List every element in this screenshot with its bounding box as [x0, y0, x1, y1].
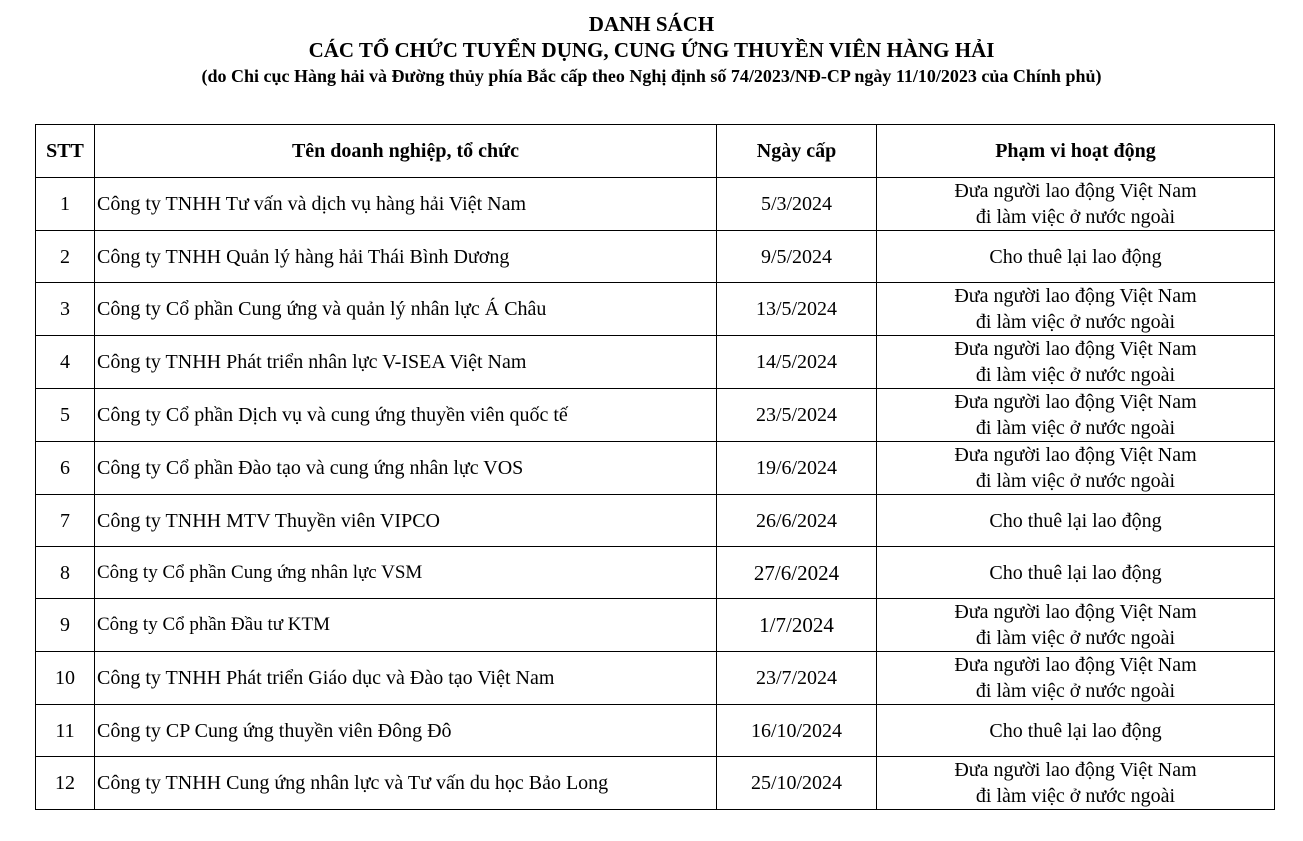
table-row [36, 495, 1275, 547]
scope-line: Đưa người lao động Việt Nam [954, 391, 1197, 413]
cell-stt: 4 [36, 336, 95, 389]
document-title-line2: CÁC TỔ CHỨC TUYỂN DỤNG, CUNG ỨNG THUYỀN VIÊN HÀNG HẢI [308, 38, 995, 62]
cell-scope [877, 336, 1275, 389]
document-subtitle: (do Chi cục Hàng hải và Đường thủy phía Bắc cấp theo Nghị định số 74/2023/NĐ-CP ngày 11/10/2023 của Chính phủ) [201, 66, 1102, 86]
scope-line: Đưa người lao động Việt Nam [954, 285, 1197, 307]
cell-stt: 10 [36, 652, 95, 705]
scope-line: Cho thuê lại lao động [989, 561, 1162, 584]
cell-date: 1/7/2024 [717, 599, 877, 652]
table-row [36, 599, 1275, 652]
cell-name: Công ty Cổ phần Dịch vụ và cung ứng thuyền viên quốc tế [95, 389, 717, 442]
table-row [36, 389, 1275, 442]
cell-scope [877, 757, 1275, 810]
scope-line: đi làm việc ở nước ngoài [975, 680, 1176, 702]
table-row [36, 442, 1275, 495]
cell-name: Công ty TNHH Quản lý hàng hải Thái Bình Dương [95, 231, 717, 283]
document-header [0, 12, 1303, 88]
cell-scope [877, 599, 1275, 652]
cell-stt: 9 [36, 599, 95, 652]
cell-date: 13/5/2024 [717, 283, 877, 336]
cell-name: Công ty TNHH Cung ứng nhân lực và Tư vấn du học Bảo Long [95, 757, 717, 810]
cell-stt: 12 [36, 757, 95, 810]
column-header-name: Tên doanh nghiệp, tổ chức [95, 125, 717, 178]
cell-date: 23/5/2024 [717, 389, 877, 442]
scope-line: Đưa người lao động Việt Nam [954, 654, 1197, 676]
table-row [36, 283, 1275, 336]
cell-scope [877, 178, 1275, 231]
table-row [36, 231, 1275, 283]
cell-date: 19/6/2024 [717, 442, 877, 495]
scope-line: Đưa người lao động Việt Nam [954, 759, 1197, 781]
cell-name: Công ty CP Cung ứng thuyền viên Đông Đô [95, 705, 717, 757]
cell-date: 27/6/2024 [717, 547, 877, 599]
table-header-row [36, 125, 1275, 178]
scope-line: đi làm việc ở nước ngoài [975, 206, 1176, 228]
column-header-date: Ngày cấp [717, 125, 877, 178]
cell-scope [877, 389, 1275, 442]
cell-date: 9/5/2024 [717, 231, 877, 283]
scope-line: Cho thuê lại lao động [989, 245, 1162, 268]
cell-name: Công ty TNHH Phát triển nhân lực V-ISEA Việt Nam [95, 336, 717, 389]
cell-date: 26/6/2024 [717, 495, 877, 547]
cell-date: 25/10/2024 [717, 757, 877, 810]
scope-line: Đưa người lao động Việt Nam [954, 180, 1197, 202]
scope-line: đi làm việc ở nước ngoài [975, 417, 1176, 439]
cell-scope [877, 231, 1275, 283]
column-header-scope: Phạm vi hoạt động [877, 125, 1275, 178]
scope-line: đi làm việc ở nước ngoài [975, 470, 1176, 492]
cell-stt: 8 [36, 547, 95, 599]
cell-scope [877, 652, 1275, 705]
table-row [36, 652, 1275, 705]
table-row [36, 705, 1275, 757]
cell-scope [877, 705, 1275, 757]
cell-date: 16/10/2024 [717, 705, 877, 757]
cell-stt: 1 [36, 178, 95, 231]
table-row [36, 547, 1275, 599]
organization-table [35, 124, 1275, 810]
cell-date: 23/7/2024 [717, 652, 877, 705]
cell-date: 14/5/2024 [717, 336, 877, 389]
cell-scope [877, 283, 1275, 336]
cell-stt: 11 [36, 705, 95, 757]
scope-line: Cho thuê lại lao động [989, 719, 1162, 742]
scope-line: Cho thuê lại lao động [989, 509, 1162, 532]
cell-name: Công ty TNHH Phát triển Giáo dục và Đào tạo Việt Nam [95, 652, 717, 705]
cell-name: Công ty Cổ phần Đào tạo và cung ứng nhân lực VOS [95, 442, 717, 495]
document-title: DANH SÁCH [588, 12, 715, 36]
cell-stt: 2 [36, 231, 95, 283]
column-header-stt: STT [36, 125, 95, 178]
table-row [36, 178, 1275, 231]
cell-name: Công ty Cổ phần Cung ứng và quản lý nhân lực Á Châu [95, 283, 717, 336]
scope-line: Đưa người lao động Việt Nam [954, 601, 1197, 623]
cell-stt: 5 [36, 389, 95, 442]
cell-scope [877, 495, 1275, 547]
scope-line: đi làm việc ở nước ngoài [975, 785, 1176, 807]
cell-date: 5/3/2024 [717, 178, 877, 231]
cell-scope [877, 547, 1275, 599]
cell-stt: 6 [36, 442, 95, 495]
scope-line: Đưa người lao động Việt Nam [954, 338, 1197, 360]
scope-line: đi làm việc ở nước ngoài [975, 627, 1176, 649]
cell-name: Công ty Cổ phần Cung ứng nhân lực VSM [95, 547, 717, 599]
scope-line: đi làm việc ở nước ngoài [975, 364, 1176, 386]
table-row [36, 336, 1275, 389]
cell-stt: 3 [36, 283, 95, 336]
cell-scope [877, 442, 1275, 495]
scope-line: Đưa người lao động Việt Nam [954, 444, 1197, 466]
cell-name: Công ty Cổ phần Đầu tư KTM [95, 599, 717, 652]
cell-stt: 7 [36, 495, 95, 547]
table-row [36, 757, 1275, 810]
cell-name: Công ty TNHH Tư vấn và dịch vụ hàng hải Việt Nam [95, 178, 717, 231]
cell-name: Công ty TNHH MTV Thuyền viên VIPCO [95, 495, 717, 547]
scope-line: đi làm việc ở nước ngoài [975, 311, 1176, 333]
